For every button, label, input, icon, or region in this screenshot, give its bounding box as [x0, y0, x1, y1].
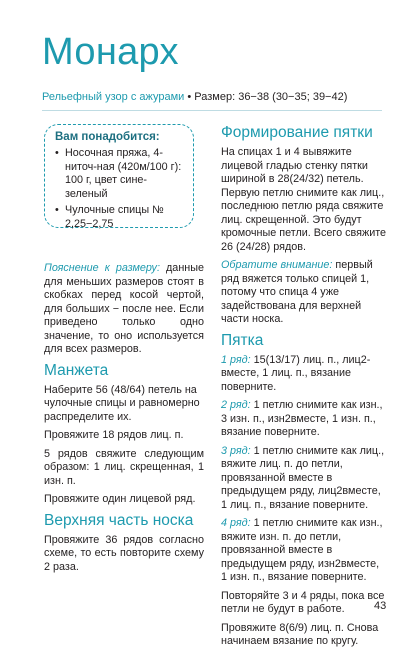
heel-flap-heading: Формирование пятки — [221, 124, 373, 141]
heel-row — [221, 445, 387, 513]
heel-row — [221, 517, 387, 585]
cuff-paragraph: Провяжите 18 рядов лиц. п. — [44, 429, 184, 441]
row-text: 15(13/17) лиц. п., лиц2-вместе, 1 лиц. п., вязание поверните. — [221, 353, 371, 393]
row-label: 3 ряд: — [221, 444, 251, 457]
row-text: 1 петлю снимите как лиц., вяжите лиц. п. до петли, провязанной вместе в предыдущем ряду, лиц2вместе, 1 лиц. п., вязание поверните. — [221, 444, 385, 511]
row-text: 1 петлю снимите как изн., 3 изн. п., изн2вместе, 1 изн. п., вязание поверните. — [221, 399, 383, 438]
heel-flap-paragraph: На спицах 1 и 4 вывяжите лицевой гладью стенку пятки шириной в 28(24/32) петель. Первую петлю снимите как лиц., последнюю петлю ряда свяжите лиц. скрещенной. Это будут кромочные петли. Всего свяжите 26 (24/28) рядов. — [221, 146, 387, 253]
upper-heading: Верхняя часть носка — [44, 511, 194, 529]
title-divider — [42, 110, 382, 111]
materials-item-yarn: • Носочная пряжа, 4-ниточ-ная (420м/100 г): 100 г, цвет сине-зеленый — [55, 147, 183, 201]
row-label: 2 ряд: — [221, 399, 251, 411]
bullet-separator: • — [187, 91, 192, 103]
heel-heading: Пятка — [221, 331, 264, 349]
right-column — [221, 120, 387, 654]
upper-paragraph: Провяжите 36 рядов согласно схеме, то есть повторите схему 2 раза. — [44, 533, 204, 573]
materials-box — [44, 124, 194, 228]
cuff-paragraph: Провяжите один лицевой ряд. — [44, 493, 196, 505]
cuff-paragraph: 5 рядов свяжите следующим образом: 1 лиц. скрещенная, 1 изн. п. — [44, 447, 204, 487]
size-note-text: данные для меньших размеров стоят в скобках перед косой чертой, для больших − после нее. Если приведено только одно значение, то оно используется для всех размеров. — [44, 262, 205, 355]
materials-list — [55, 147, 183, 231]
attention-label: Обратите внимание: — [221, 259, 333, 271]
size-note-label: Пояснение к размеру: — [44, 262, 160, 274]
heel-row — [221, 354, 387, 395]
heel-row — [221, 399, 387, 440]
attention-text: первый ряд вяжется только спицей 1, потому что спица 4 уже задействована для верхней части носка. — [221, 259, 373, 325]
size-range: Размер: 36−38 (30−35; 39−42) — [194, 91, 348, 103]
pattern-name: Рельефный узор с ажурами — [42, 91, 185, 103]
pattern-subtitle — [42, 90, 382, 104]
heel-paragraph: Повторяйте 3 и 4 ряды, пока все петли не будут в работе. — [221, 589, 385, 615]
heel-paragraph: Провяжите 8(6/9) лиц. п. Снова начинаем вязание по кругу. — [221, 621, 379, 647]
materials-heading: Вам понадобится: — [55, 131, 160, 143]
row-label: 4 ряд: — [221, 517, 251, 529]
materials-item-needles: • Чулочные спицы № 2,25−2,75 — [55, 204, 183, 231]
left-column — [44, 262, 204, 579]
cuff-heading: Манжета — [44, 361, 109, 379]
cuff-paragraph: Наберите 56 (48/64) петель на чулочные спицы и равномерно распределите их. — [44, 383, 200, 423]
row-label: 1 ряд: — [221, 353, 251, 366]
attention-note — [221, 259, 387, 327]
page-number: 43 — [374, 600, 387, 612]
page-title: Монарх — [42, 31, 179, 73]
row-text: 1 петлю снимите как изн., вяжите изн. п. до петли, провязанной вместе в предыдущем ряду, изн2вместе, 1 изн. п., вязание поверните. — [221, 517, 383, 583]
size-note — [44, 262, 204, 357]
